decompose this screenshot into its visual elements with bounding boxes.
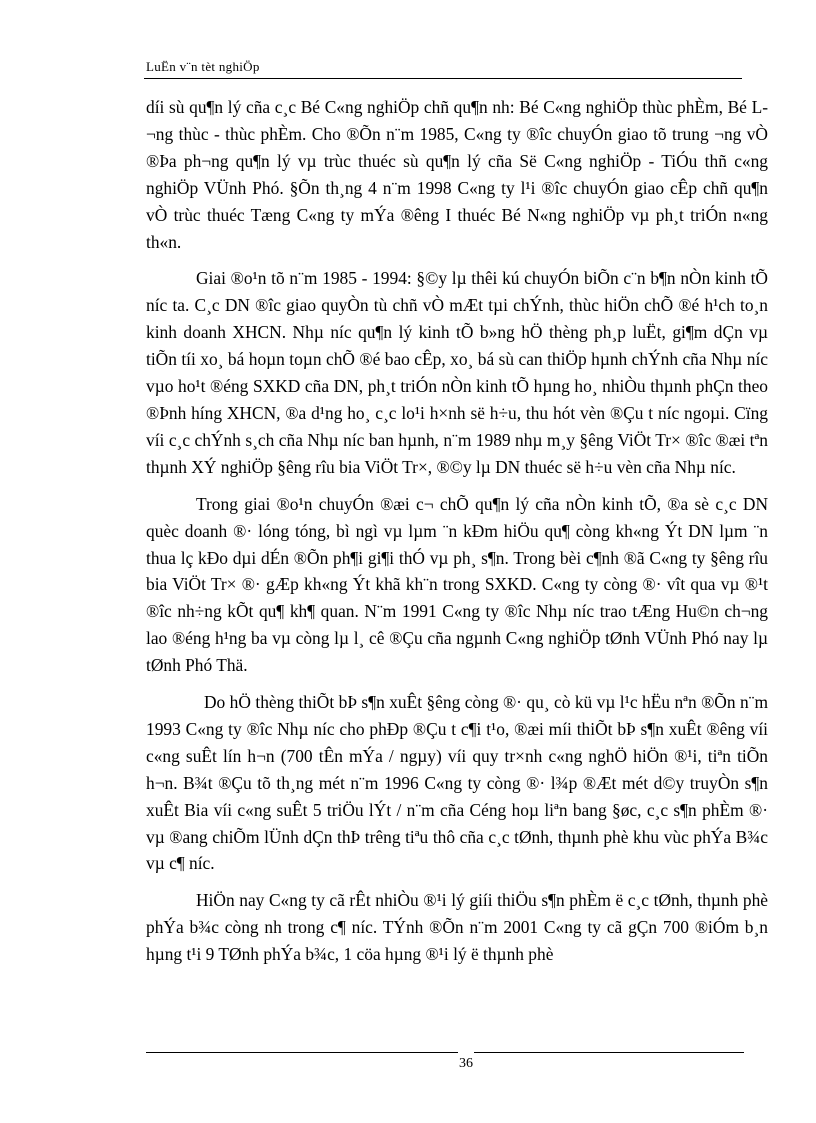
paragraph: Trong giai ®o¹n chuyÓn ®æi c¬ chÕ qu¶n lý cña nÒn kinh tÕ, ®a sè c¸c DN quèc doanh ®· lóng tóng, bì ngì vµ lµm ¨n kÐm hiÖu qu¶ còng kh«ng Ýt DN lµm ¨n thua lç kÐo dµi dÉn ®Õn ph¶i gi¶i thÓ vµ ph¸ s¶n. Trong bèi c¶nh ®ã C«ng ty §êng rîu bia ViÖt Tr× ®· gÆp kh«ng Ýt khã kh¨n trong SXKD. C«ng ty còng ®· vît qua vµ ®¹t ®îc nh÷ng kÕt qu¶ kh¶ quan. N¨m 1991 C«ng ty ®îc Nhµ níc trao tÆng Hu©n ch¬ng lao ®éng h¹ng ba vµ còng lµ l¸ cê ®Çu cña ngµnh C«ng nghiÖp tØnh VÜnh Phó nay lµ tØnh Phó Thä. bbox=[146, 493, 768, 676]
document-body bbox=[146, 94, 768, 978]
running-header: LuËn v¨n tèt nghiÖp bbox=[146, 59, 260, 74]
paragraph: Do hÖ thèng thiÕt bÞ s¶n xuÊt §êng còng ®· qu¸ cò kü vµ l¹c hËu nªn ®Õn n¨m 1993 C«ng ty ®îc Nhµ níc cho phÐp ®Çu t c¶i t¹o, ®æi míi thiÕt bÞ s¶n xuÊt ®êng víi c«ng suÊt lín h¬n (700 tÊn mÝa / ngµy) víi quy tr×nh c«ng nghÖ hiÖn ®¹i, tiªn tiÕn h¬n. B¾t ®Çu tõ th¸ng mét n¨m 1996 C«ng ty còng ®· l¾p ®Æt mét d©y truyÒn s¶n xuÊt Bia víi c«ng suÊt 5 triÖu lÝt / n¨m cña Céng hoµ liªn bang §øc, c¸c s¶n phÈm ®· vµ ®ang chiÕm lÜnh dÇn thÞ trêng tiªu thô cña c¸c tØnh, thµnh phè khu vùc phÝa B¾c vµ c¶ níc. bbox=[146, 692, 768, 874]
page-number: 36 bbox=[459, 1056, 473, 1071]
footer-rule-left bbox=[146, 1052, 458, 1053]
paragraph: HiÖn nay C«ng ty cã rÊt nhiÒu ®¹i lý giíi thiÖu s¶n phÈm ë c¸c tØnh, thµnh phè phÝa b¾c còng nh trong c¶ níc. TÝnh ®Õn n¨m 2001 C«ng ty cã gÇn 700 ®iÓm b¸n hµng t¹i 9 TØnh phÝa b¾c, 1 cöa hµng ®¹i lý ë thµnh phè bbox=[146, 890, 768, 965]
paragraph: Giai ®o¹n tõ n¨m 1985 - 1994: §©y lµ thêi kú chuyÓn biÕn c¨n b¶n nÒn kinh tÕ níc ta. C¸c DN ®îc giao quyÒn tù chñ vÒ mÆt tµi chÝnh, thùc hiÖn chÕ ®é h¹ch to¸n kinh doanh XHCN. Nhµ níc qu¶n lý kinh tÕ b»ng hÖ thèng ph¸p luËt, gi¶m dÇn vµ tiÕn tíi xo¸ bá hoµn toµn chÕ ®é bao cÊp, xo¸ bá sù can thiÖp hµnh chÝnh cña Nhµ níc vµo ho¹t ®éng SXKD cña DN, ph¸t triÓn nÒn kinh tÕ hµng ho¸ nhiÒu thµnh phÇn theo ®Þnh híng XHCN, ®a d¹ng ho¸ c¸c lo¹i h×nh së h÷u, thu hót vèn ®Çu t níc ngoµi. Cïng víi c¸c chÝnh s¸ch cña Nhµ níc ban hµnh, n¨m 1989 nhµ m¸y §êng ViÖt Tr× ®îc ®æi tªn thµnh XÝ nghiÖp §êng rîu bia ViÖt Tr×, ®©y lµ DN thuéc së h÷u vèn cña Nhµ níc. bbox=[146, 268, 768, 477]
paragraph: díi sù qu¶n lý cña c¸c Bé C«ng nghiÖp chñ qu¶n nh: Bé C«ng nghiÖp thùc phÈm, Bé L¬ng thùc - thùc phÈm. Cho ®Õn n¨m 1985, C«ng ty ®îc chuyÓn giao tõ trung ¬ng vÒ ®Þa ph¬ng qu¶n lý vµ trùc thuéc sù qu¶n lý cña Së C«ng nghiÖp - TiÓu thñ c«ng nghiÖp VÜnh Phó. §Õn th¸ng 4 n¨m 1998 C«ng ty l¹i ®îc chuyÓn giao cÊp chñ qu¶n vÒ trùc thuéc Tæng C«ng ty mÝa ®êng I thuéc Bé N«ng nghiÖp vµ ph¸t triÓn n«ng th«n. bbox=[146, 97, 768, 252]
header-rule bbox=[144, 78, 742, 79]
footer-rule-right bbox=[474, 1052, 744, 1053]
